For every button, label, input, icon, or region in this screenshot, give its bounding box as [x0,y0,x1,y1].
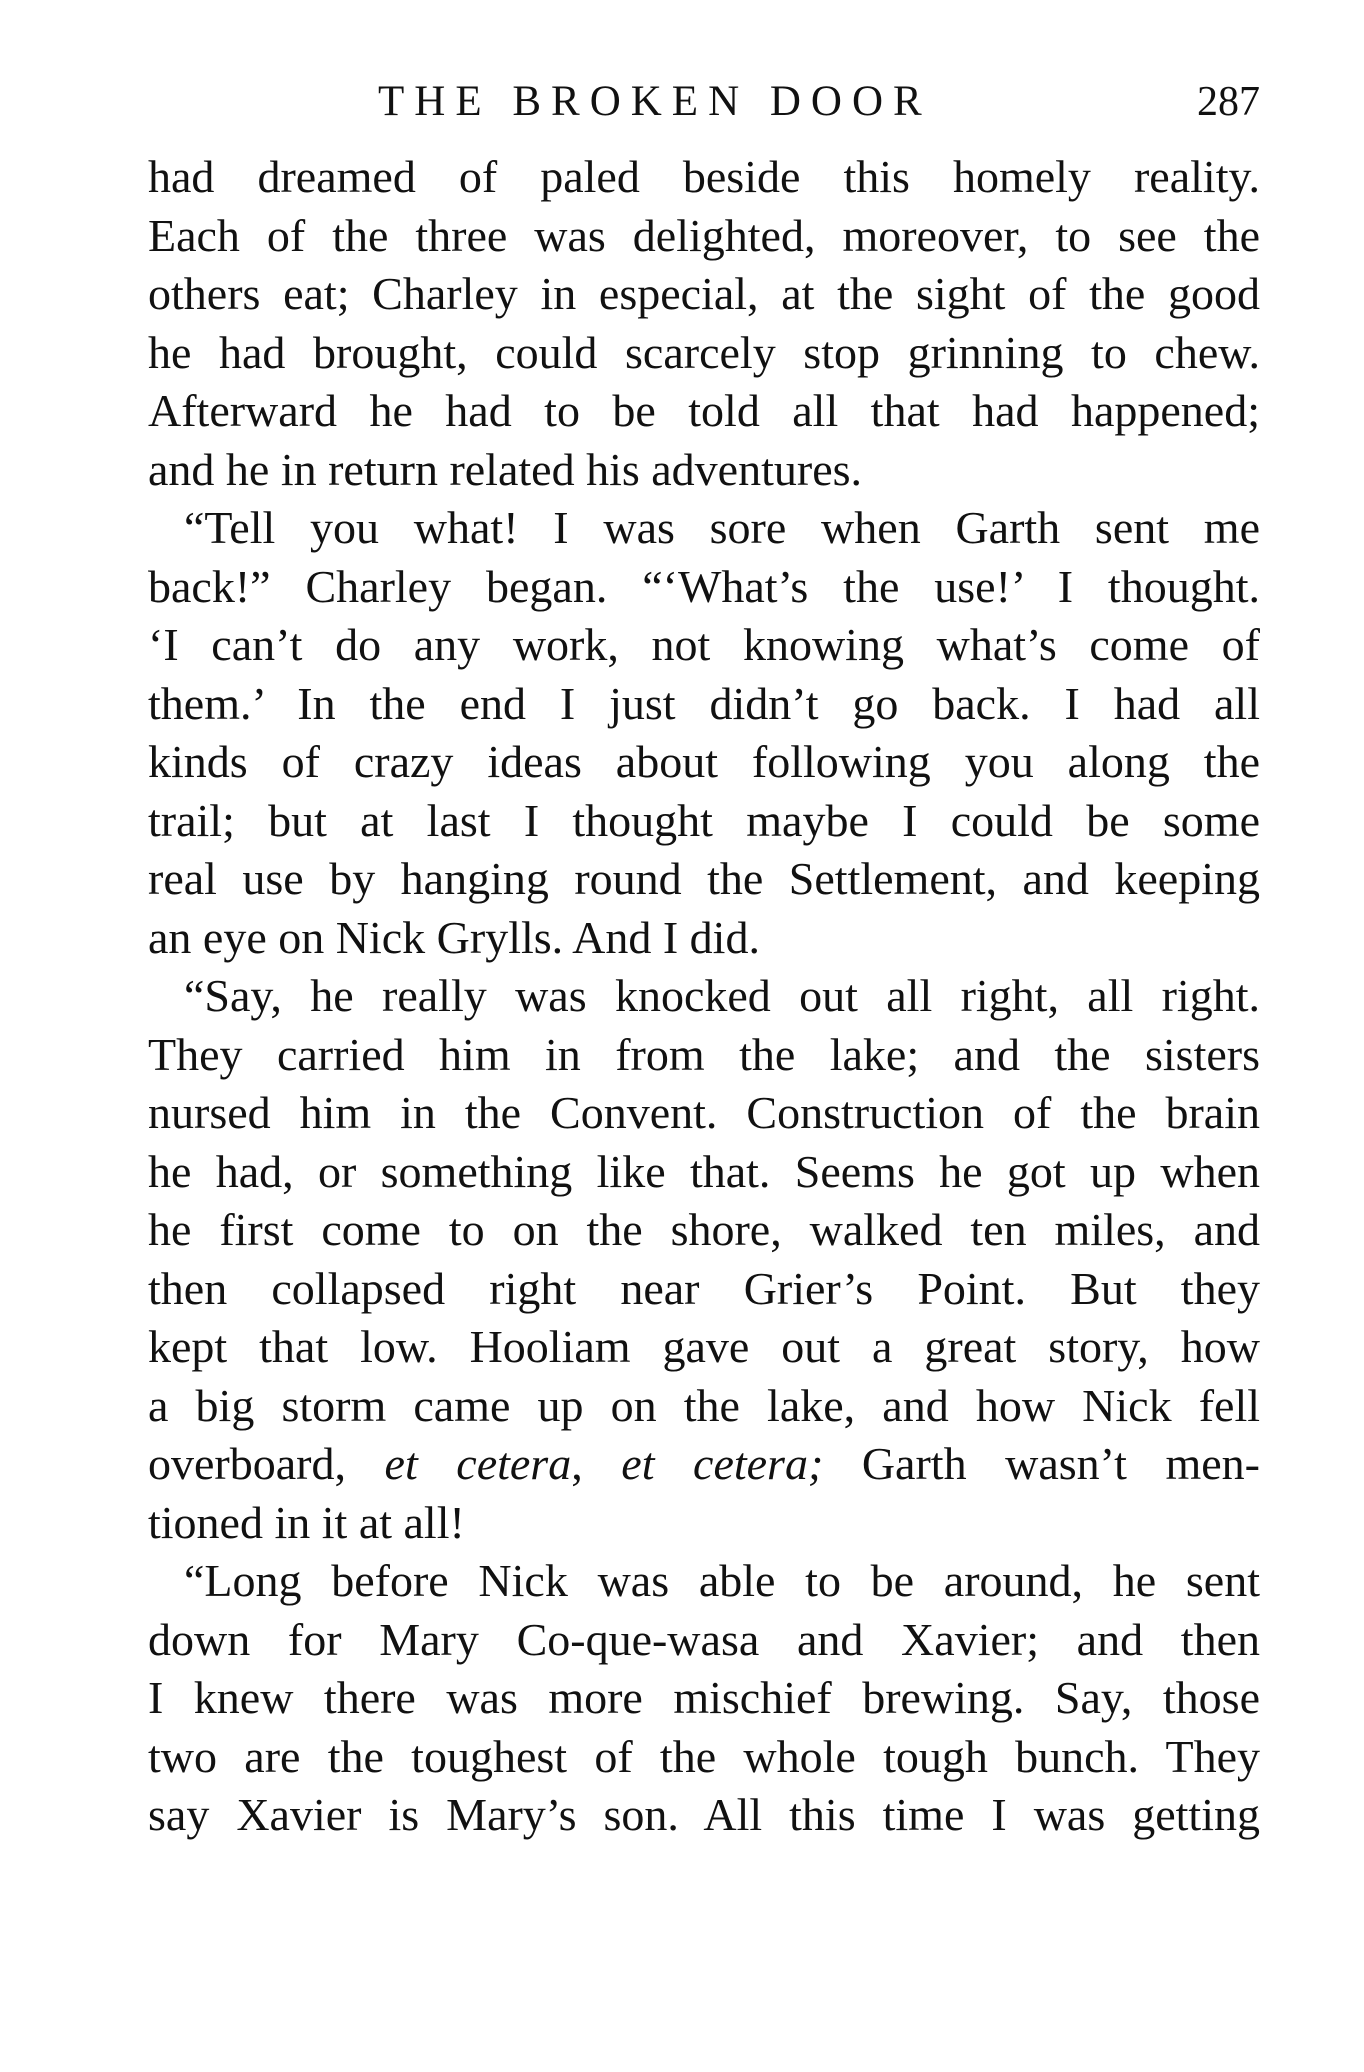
text-segment: “Tell you what! I was sore when Garth sent me [184,502,1260,553]
text-segment: a big storm came up on the lake, and how Nick fell [148,1379,1260,1431]
text-line [148,441,1260,500]
text-line [148,1026,1260,1085]
text-line [148,733,1260,792]
text-segment: overboard, [148,1438,385,1489]
text-segment: then collapsed right near Grier’s Point. But they [148,1262,1260,1314]
text-line [148,1084,1260,1143]
text-segment: Each of the three was delighted, moreover, to see the [148,209,1260,261]
text-line [148,1611,1260,1670]
text-line [148,1143,1260,1202]
text-segment: he had, or something like that. Seems he got up when [148,1145,1260,1197]
text-line [148,207,1260,266]
text-segment: an eye on Nick Grylls. And I did. [148,911,760,963]
text-line [148,616,1260,675]
text-segment: They carried him in from the lake; and the sisters [148,1028,1260,1080]
text-segment: down for Mary Co-que-wasa and Xavier; and then [148,1613,1260,1665]
text-segment: nursed him in the Convent. Construction of the brain [148,1087,1260,1138]
text-line [148,1260,1260,1319]
text-line [148,265,1260,324]
text-segment: ‘I can’t do any work, not knowing what’s come of [148,619,1260,670]
text-line [148,909,1260,968]
text-line [148,1435,1260,1494]
text-line [148,148,1260,207]
text-segment: had dreamed of paled beside this homely reality. [148,151,1260,202]
text-segment: , [571,1438,622,1489]
text-line [148,382,1260,441]
text-segment: Garth wasn’t men- [823,1438,1260,1489]
running-title: THE BROKEN DOOR [378,78,932,125]
text-segment: tioned in it at all! [148,1496,465,1548]
running-head [148,72,1260,132]
text-segment: real use by hanging round the Settlement, and keeping [148,853,1260,904]
body-text [148,148,1260,1845]
text-line [148,558,1260,617]
text-segment: and he in return related his adventures. [148,443,863,495]
text-segment: “Long before Nick was able to be around, he sent [184,1555,1260,1606]
text-line [148,1786,1260,1845]
text-segment: kept that low. Hooliam gave out a great story, how [148,1321,1260,1372]
page-number: 287 [1197,79,1260,125]
text-line [148,324,1260,383]
text-segment: others eat; Charley in especial, at the sight of the good [148,268,1260,319]
text-line [148,1494,1260,1553]
text-line [148,1728,1260,1787]
text-segment: trail; but at last I thought maybe I could be some [148,794,1260,846]
text-segment: I knew there was more mischief brewing. Say, those [148,1672,1260,1723]
italic-phrase: et cetera [384,1438,572,1489]
text-line [148,1552,1260,1611]
text-segment: he first come to on the shore, walked ten miles, and [148,1204,1260,1255]
text-segment: he had brought, could scarcely stop grinning to chew. [148,326,1260,378]
italic-phrase: et cetera; [621,1438,824,1489]
text-segment: back!” Charley began. “‘What’s the use!’ I thought. [148,560,1260,612]
text-line [148,792,1260,851]
text-segment: them.’ In the end I just didn’t go back. I had all [148,677,1260,729]
text-segment: Afterward he had to be told all that had happened; [148,385,1260,436]
text-segment: two are the toughest of the whole tough bunch. They [148,1730,1260,1782]
text-line [148,1318,1260,1377]
text-line [148,850,1260,909]
text-line [148,1377,1260,1436]
text-line [148,675,1260,734]
text-segment: say Xavier is Mary’s son. All this time I was getting [148,1789,1260,1840]
text-line [148,1669,1260,1728]
text-segment: “Say, he really was knocked out all right, all right. [184,970,1260,1021]
text-line [148,1201,1260,1260]
text-line [148,499,1260,558]
text-segment: kinds of crazy ideas about following you along the [148,736,1260,787]
text-line [148,967,1260,1026]
